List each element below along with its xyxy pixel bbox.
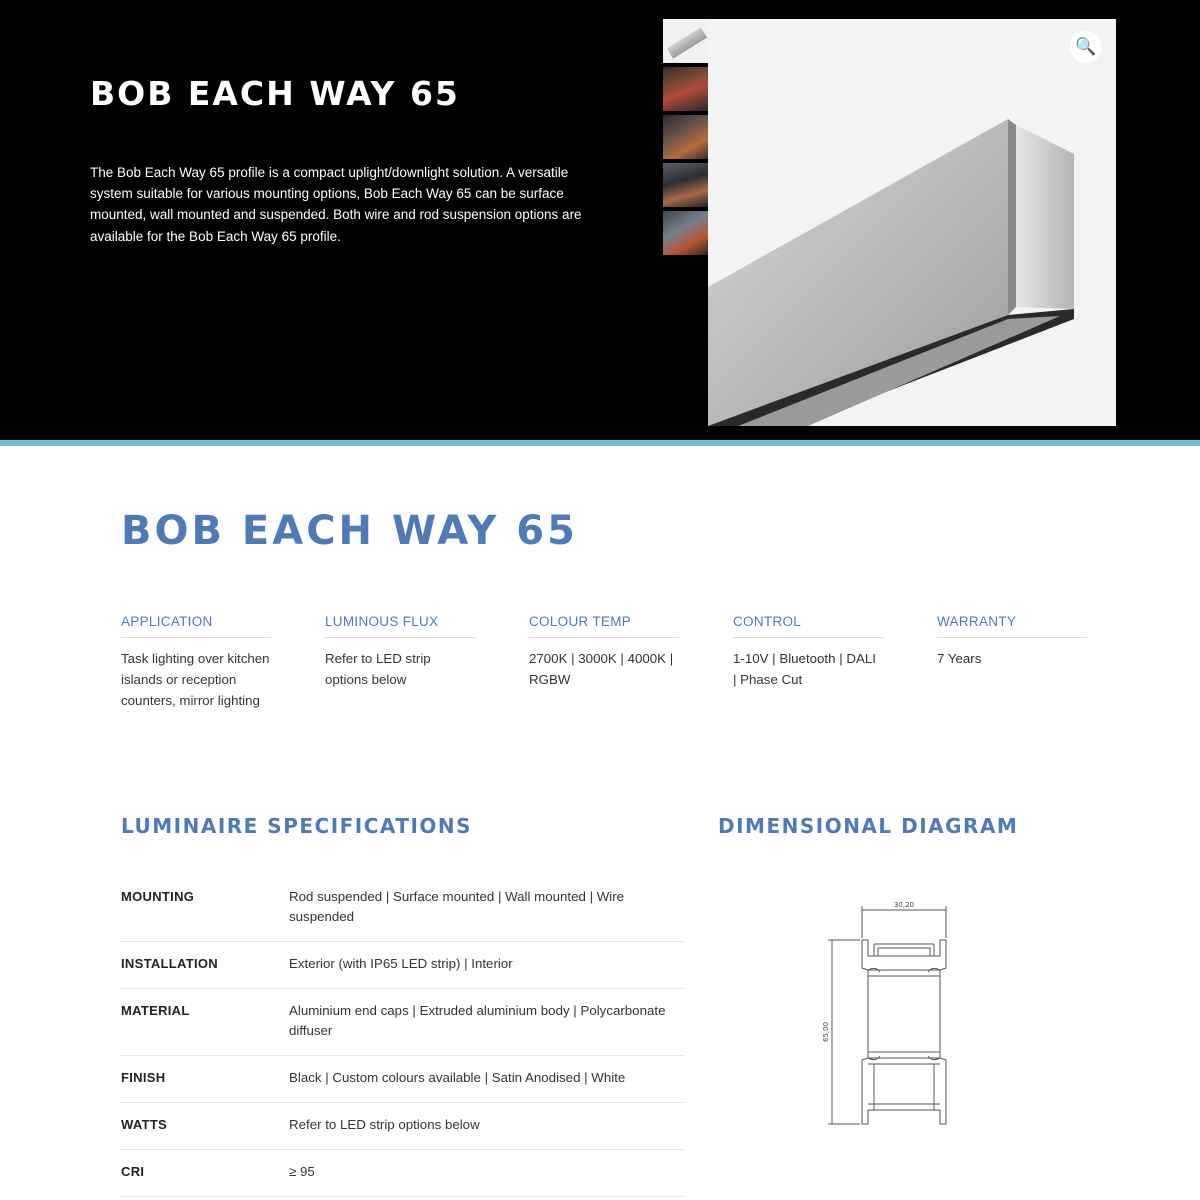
gallery-thumbnail-5[interactable] — [663, 211, 708, 255]
row-value: ≥ 95 — [289, 1164, 315, 1179]
spec-label: COLOUR TEMP — [529, 614, 679, 638]
spec-luminous-flux — [325, 614, 475, 690]
luminaire-specs-heading: LUMINAIRE SPECIFICATIONS — [121, 814, 473, 838]
table-row — [121, 1056, 683, 1103]
table-row — [121, 1103, 683, 1150]
table-row — [121, 942, 683, 989]
hero-accent-bar — [0, 440, 1200, 446]
gallery-thumbnails — [663, 19, 708, 259]
gallery-thumbnail-4[interactable] — [663, 163, 708, 207]
dimensional-diagram-heading: DIMENSIONAL DIAGRAM — [718, 814, 1019, 838]
search-icon: 🔍 — [1075, 37, 1097, 56]
spec-label: WARRANTY — [937, 614, 1087, 638]
row-label: WATTS — [121, 1117, 168, 1132]
hero-description: The Bob Each Way 65 profile is a compact uplight/downlight solution. A versatile system suitable for various mounting options, Bob Each Way 65 can be surface mounted, wall mounted and suspended. Both wire and rod suspension options are available for the Bob Each Way 65 profile. — [90, 165, 582, 244]
luminaire-spec-table — [121, 875, 683, 1197]
row-value: Exterior (with IP65 LED strip) | Interior — [289, 956, 513, 971]
row-value: Refer to LED strip options below — [289, 1117, 480, 1132]
product-title: BOB EACH WAY 65 — [121, 508, 578, 554]
spec-label: APPLICATION — [121, 614, 271, 638]
spec-application — [121, 614, 271, 711]
height-dimension-label: 65,00 — [822, 1021, 830, 1043]
row-value: Black | Custom colours available | Satin Anodised | White — [289, 1070, 626, 1085]
row-value: Aluminium end caps | Extruded aluminium body | Polycarbonate diffuser — [289, 1003, 666, 1038]
hero-title: BOB EACH WAY 65 — [90, 74, 460, 113]
row-label: CRI — [121, 1164, 145, 1179]
dimensional-diagram — [820, 898, 960, 1133]
row-label: MATERIAL — [121, 1003, 190, 1018]
spec-warranty — [937, 614, 1087, 669]
table-row — [121, 875, 683, 942]
gallery-thumbnail-2[interactable] — [663, 67, 708, 111]
spec-value: 2700K | 3000K | 4000K | RGBW — [529, 651, 674, 687]
zoom-button[interactable] — [1070, 31, 1102, 63]
product-profile-illustration — [708, 19, 1116, 426]
spec-control — [733, 614, 883, 690]
profile-cross-section-drawing — [820, 898, 960, 1128]
table-row — [121, 1150, 683, 1197]
row-label: FINISH — [121, 1070, 166, 1085]
product-main-image[interactable] — [708, 19, 1116, 426]
row-label: MOUNTING — [121, 889, 195, 904]
row-label: INSTALLATION — [121, 956, 218, 971]
spec-value: 7 Years — [937, 651, 982, 666]
spec-value: 1-10V | Bluetooth | DALI | Phase Cut — [733, 651, 876, 687]
spec-value: Refer to LED strip options below — [325, 651, 431, 687]
spec-colour-temp — [529, 614, 679, 690]
row-value: Rod suspended | Surface mounted | Wall mounted | Wire suspended — [289, 889, 625, 924]
gallery-thumbnail-3[interactable] — [663, 115, 708, 159]
width-dimension-label: 30,20 — [893, 901, 915, 909]
spec-label: CONTROL — [733, 614, 883, 638]
table-row — [121, 989, 683, 1056]
spec-label: LUMINOUS FLUX — [325, 614, 475, 638]
gallery-thumbnail-1[interactable] — [663, 19, 708, 63]
spec-value: Task lighting over kitchen islands or reception counters, mirror lighting — [121, 651, 270, 708]
